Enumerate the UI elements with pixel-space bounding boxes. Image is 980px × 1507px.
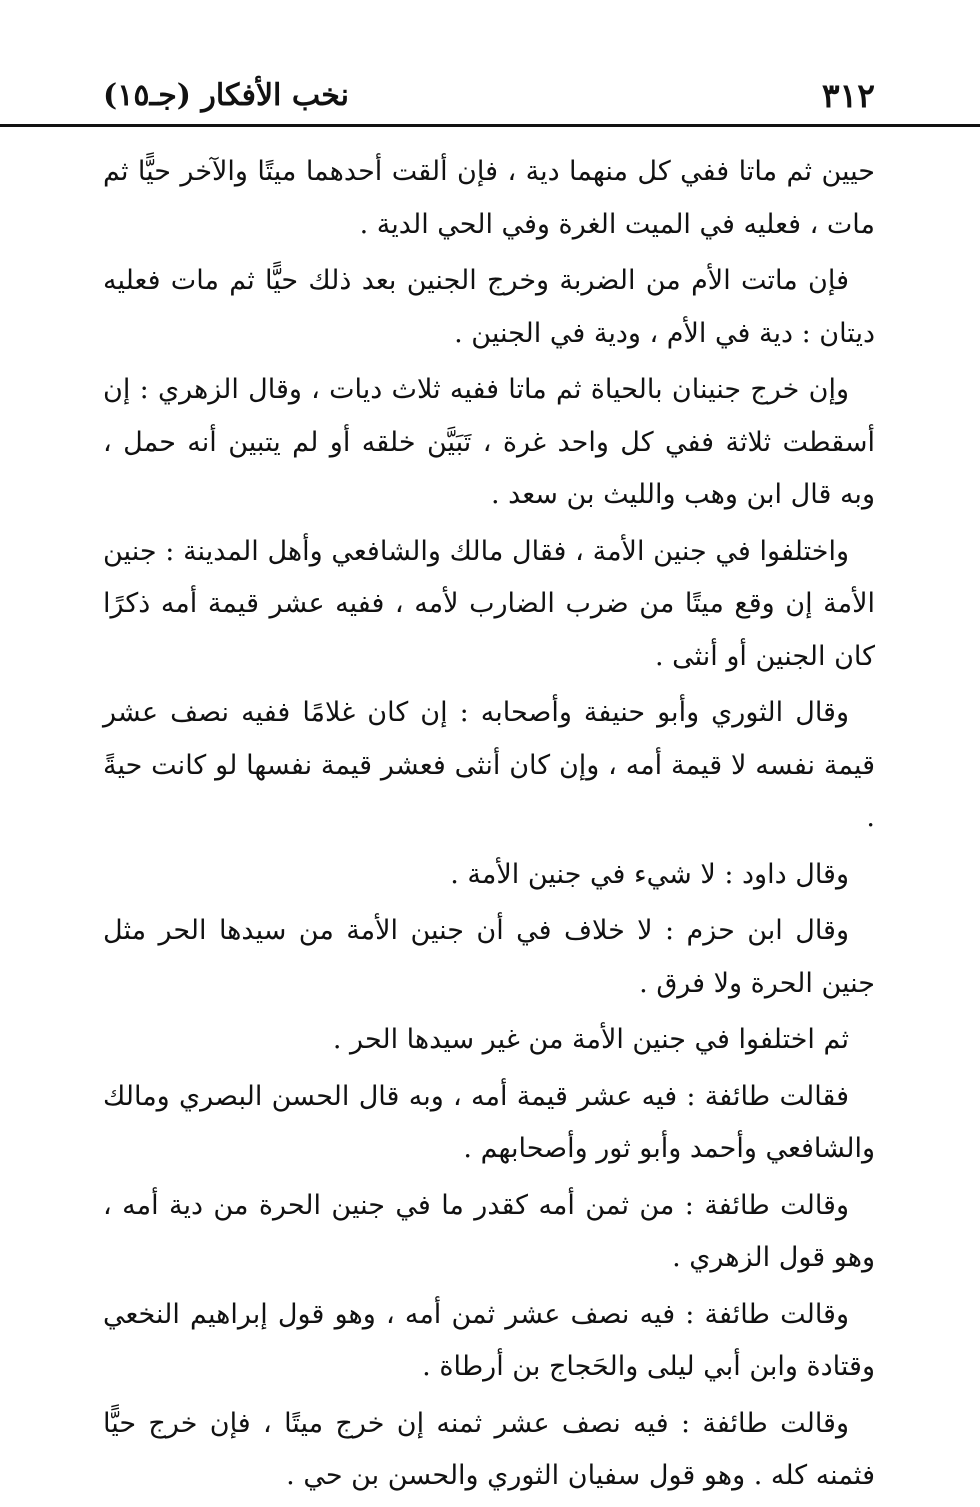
paragraph: فقالت طائفة : فيه عشر قيمة أمه ، وبه قال الحسن البصري ومالك والشافعي وأحمد وأبو ثور وأصحابهم . <box>103 1080 875 1164</box>
paragraph: وقالت طائفة : فيه نصف عشر ثمن أمه ، وهو قول إبراهيم النخعي وقتادة وابن أبي ليلى والحَجاج بن أرطاة . <box>103 1298 875 1382</box>
paragraph: ثم اختلفوا في جنين الأمة من غير سيدها الحر . <box>332 1024 849 1055</box>
running-title: نخب الأفكار (جـ١٥) <box>103 78 350 113</box>
paragraph: واختلفوا في جنين الأمة ، فقال مالك والشافعي وأهل المدينة : جنين الأمة إن وقع ميتًا من ضرب الضارب لأمه ، ففيه عشر قيمة أمه ذكرًا كان الجنين أو أنثى . <box>103 535 875 672</box>
paragraph: وقالت طائفة : فيه نصف عشر ثمنه إن خرج ميتًا ، فإن خرج حيًّا فثمنه كله . وهو قول سفيان الثوري والحسن بن حي . <box>103 1407 875 1491</box>
page-header <box>103 0 875 116</box>
paragraph: حيين ثم ماتا ففي كل منهما دية ، فإن ألقت أحدهما ميتًا والآخر حيًّا ثم مات ، فعليه في الميت الغرة وفي الحي الدية . <box>103 156 875 240</box>
paragraph: وقال الثوري وأبو حنيفة وأصحابه : إن كان غلامًا ففيه نصف عشر قيمة نفسه لا قيمة أمه ، وإن كان أنثى فعشر قيمة نفسها لو كانت حيةً . <box>103 697 875 833</box>
paragraph: فإن ماتت الأم من الضربة وخرج الجنين بعد ذلك حيًّا ثم مات فعليه ديتان : دية في الأم ، ودية في الجنين . <box>103 265 875 349</box>
body-text <box>103 146 875 1507</box>
paragraph: وقال داود : لا شيء في جنين الأمة . <box>450 858 849 890</box>
paragraph: وإن خرج جنينان بالحياة ثم ماتا ففيه ثلاث ديات ، وقال الزهري : إن أسقطت ثلاثة ففي كل واحد غرة ، تَبَيَّن خلقه أو لم يتبين أنه حمل ، وبه قال ابن وهب والليث بن سعد . <box>103 374 875 510</box>
page-number: ٣١٢ <box>821 76 875 115</box>
paragraph: وقالت طائفة : من ثمن أمه كقدر ما في جنين الحرة من دية أمه ، وهو قول الزهري . <box>103 1189 875 1273</box>
paragraph: وقال ابن حزم : لا خلاف في أن جنين الأمة من سيدها الحر مثل جنين الحرة ولا فرق . <box>103 915 875 999</box>
header-rule <box>0 124 980 127</box>
